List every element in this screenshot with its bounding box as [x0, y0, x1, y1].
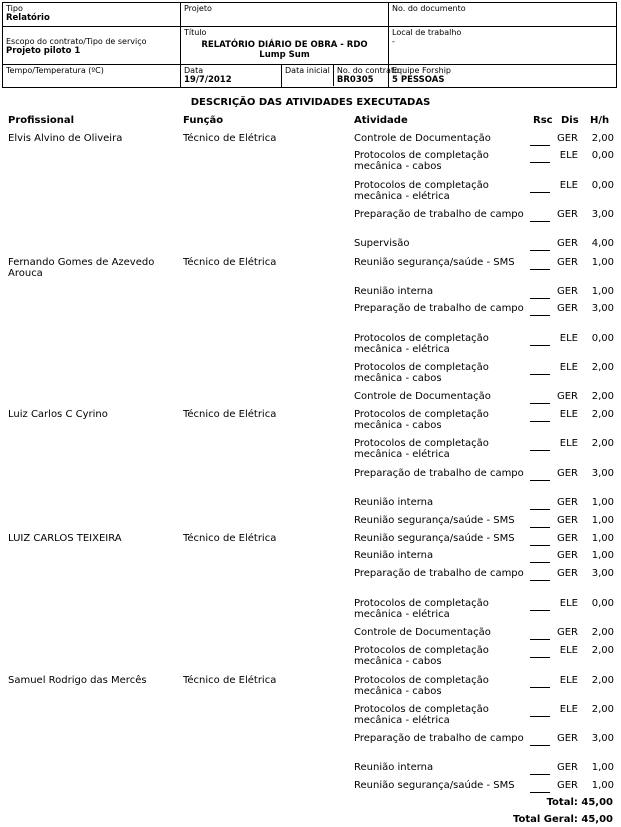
hh-cell: 0,00 — [591, 150, 614, 161]
rsc-blank-line — [530, 374, 550, 375]
column-header-funcao: Função — [183, 115, 224, 126]
hh-cell: 1,00 — [591, 515, 614, 526]
atividade-cell: Protocolos de completação mecânica - elétrica — [354, 704, 489, 726]
column-header-atividade: Atividade — [354, 115, 408, 126]
atividade-cell: Preparação de trabalho de campo — [354, 209, 524, 220]
rsc-blank-line — [530, 145, 550, 146]
hh-cell: 1,00 — [591, 257, 614, 268]
atividade-cell: Protocolos de completação mecânica - cabos — [354, 362, 489, 384]
dis-cell: GER — [556, 468, 578, 479]
atividade-cell: Preparação de trabalho de campo — [354, 568, 524, 579]
titulo-label: Título — [184, 28, 207, 37]
rsc-blank-line — [530, 745, 550, 746]
rsc-blank-line — [530, 403, 550, 404]
rsc-blank-line — [530, 298, 550, 299]
rsc-blank-line — [530, 774, 550, 775]
hh-cell: 0,00 — [591, 180, 614, 191]
dis-cell: ELE — [559, 704, 578, 715]
rsc-blank-line — [530, 562, 550, 563]
atividade-cell: Reunião segurança/saúde - SMS — [354, 780, 515, 791]
hh-cell: 2,00 — [591, 133, 614, 144]
rsc-blank-line — [530, 421, 550, 422]
dis-cell: GER — [556, 257, 578, 268]
rsc-blank-line — [530, 315, 550, 316]
rsc-blank-line — [530, 527, 550, 528]
funcao-cell: Técnico de Elétrica — [183, 133, 277, 144]
atividade-cell: Controle de Documentação — [354, 391, 491, 402]
atividade-cell: Preparação de trabalho de campo — [354, 733, 524, 744]
hh-cell: 3,00 — [591, 733, 614, 744]
rsc-blank-line — [530, 610, 550, 611]
escopo-cell — [3, 27, 181, 65]
rsc-blank-line — [530, 792, 550, 793]
rsc-blank-line — [530, 345, 550, 346]
rsc-blank-line — [530, 639, 550, 640]
rsc-blank-line — [530, 480, 550, 481]
atividade-cell: Protocolos de completação mecânica - cabos — [354, 675, 489, 697]
atividade-cell: Reunião segurança/saúde - SMS — [354, 257, 515, 268]
local-label: Local de trabalho — [392, 28, 462, 37]
local-cell — [389, 27, 617, 65]
dis-cell: GER — [556, 497, 578, 508]
column-header-hh: H/h — [590, 115, 610, 126]
dis-cell: GER — [556, 550, 578, 561]
atividade-cell: Protocolos de completação mecânica - elétrica — [354, 180, 489, 202]
data-inicial-subcell — [282, 65, 334, 86]
column-header-dis: Dis — [561, 115, 579, 126]
rsc-blank-line — [530, 250, 550, 251]
dis-cell: ELE — [559, 598, 578, 609]
profissional-cell: Elvis Alvino de Oliveira — [8, 133, 123, 144]
dis-cell: ELE — [559, 180, 578, 191]
dis-cell: ELE — [559, 333, 578, 344]
data-cell — [181, 65, 282, 88]
contrato-label: No. do contrato — [336, 66, 399, 75]
equipe-label: Equipe Forship — [392, 66, 452, 75]
dis-cell: GER — [556, 303, 578, 314]
hh-cell: 2,00 — [591, 627, 614, 638]
dis-cell: ELE — [559, 675, 578, 686]
dis-cell: GER — [556, 238, 578, 249]
hh-cell: 2,00 — [591, 362, 614, 373]
tipo-cell — [3, 3, 181, 27]
atividade-cell: Reunião interna — [354, 286, 434, 297]
section-title: DESCRIÇÃO DAS ATIVIDADES EXECUTADAS — [190, 97, 431, 108]
profissional-cell: Fernando Gomes de Azevedo Arouca — [8, 257, 155, 279]
hh-cell: 1,00 — [591, 533, 614, 544]
dis-cell: GER — [556, 733, 578, 744]
rsc-blank-line — [530, 657, 550, 658]
titulo-line-1: RELATÓRIO DIÁRIO DE OBRA - RDO — [201, 40, 368, 50]
hh-cell: 1,00 — [591, 550, 614, 561]
atividade-cell: Protocolos de completação mecânica - cabos — [354, 150, 489, 172]
titulo-line-2: Lump Sum — [259, 50, 310, 60]
rsc-blank-line — [530, 687, 550, 688]
hh-cell: 2,00 — [591, 704, 614, 715]
dis-cell: GER — [556, 780, 578, 791]
equipe-cell — [389, 65, 617, 88]
data-inicial-cell — [282, 65, 399, 88]
total-geral: Total Geral: 45,00 — [512, 814, 613, 825]
rsc-blank-line — [530, 545, 550, 546]
dis-cell: ELE — [559, 409, 578, 420]
funcao-cell: Técnico de Elétrica — [183, 533, 277, 544]
dis-cell: ELE — [559, 645, 578, 656]
hh-cell: 2,00 — [591, 675, 614, 686]
dis-cell: GER — [556, 515, 578, 526]
local-value: - — [392, 37, 395, 46]
report-header-table — [2, 2, 617, 88]
funcao-cell: Técnico de Elétrica — [183, 257, 277, 268]
profissional-cell: Samuel Rodrigo das Mercês — [8, 675, 147, 686]
atividade-cell: Protocolos de completação mecânica - cabos — [354, 409, 489, 431]
hh-cell: 1,00 — [591, 780, 614, 791]
hh-cell: 2,00 — [591, 645, 614, 656]
dis-cell: GER — [556, 286, 578, 297]
hh-cell: 2,00 — [591, 409, 614, 420]
atividade-cell: Reunião interna — [354, 497, 434, 508]
hh-cell: 2,00 — [591, 438, 614, 449]
rsc-blank-line — [530, 580, 550, 581]
hh-cell: 3,00 — [591, 468, 614, 479]
atividade-cell: Preparação de trabalho de campo — [354, 468, 524, 479]
atividade-cell: Protocolos de completação mecânica - cabos — [354, 645, 489, 667]
rsc-blank-line — [530, 192, 550, 193]
atividade-cell: Protocolos de completação mecânica - elétrica — [354, 598, 489, 620]
hh-cell: 3,00 — [591, 303, 614, 314]
escopo-label: Escopo do contrato/Tipo de serviço — [6, 37, 147, 46]
dis-cell: GER — [556, 133, 578, 144]
hh-cell: 3,00 — [591, 209, 614, 220]
dis-cell: ELE — [559, 438, 578, 449]
data-inicial-label: Data inicial — [285, 66, 330, 75]
profissional-cell: Luiz Carlos C Cyrino — [8, 409, 108, 420]
titulo-cell — [181, 27, 389, 65]
hh-cell: 1,00 — [591, 497, 614, 508]
tempo-label: Tempo/Temperatura (ºC) — [6, 66, 104, 75]
hh-cell: 0,00 — [591, 598, 614, 609]
rsc-blank-line — [530, 509, 550, 510]
dis-cell: ELE — [559, 150, 578, 161]
tempo-cell — [3, 65, 181, 88]
documento-cell — [389, 3, 617, 27]
data-value: 19/7/2012 — [184, 75, 232, 85]
hh-cell: 4,00 — [591, 238, 614, 249]
tipo-label: Tipo — [6, 4, 23, 13]
hh-cell: 2,00 — [591, 391, 614, 402]
hh-cell: 3,00 — [591, 568, 614, 579]
total: Total: 45,00 — [546, 797, 613, 808]
dis-cell: GER — [556, 209, 578, 220]
hh-cell: 0,00 — [591, 333, 614, 344]
profissional-cell: LUIZ CARLOS TEIXEIRA — [8, 533, 122, 544]
atividade-cell: Reunião interna — [354, 550, 434, 561]
atividade-cell: Controle de Documentação — [354, 133, 491, 144]
rsc-blank-line — [530, 716, 550, 717]
equipe-value: 5 PESSOAS — [392, 75, 445, 85]
dis-cell: GER — [556, 762, 578, 773]
contrato-value: BR0305 — [336, 75, 374, 85]
hh-cell: 1,00 — [591, 762, 614, 773]
atividade-cell: Protocolos de completação mecânica - elétrica — [354, 333, 489, 355]
atividade-cell: Reunião segurança/saúde - SMS — [354, 533, 515, 544]
data-label: Data — [184, 66, 204, 75]
projeto-cell — [181, 3, 389, 27]
projeto-label: Projeto — [184, 4, 212, 13]
dis-cell: GER — [556, 627, 578, 638]
atividade-cell: Reunião segurança/saúde - SMS — [354, 515, 515, 526]
hh-cell: 1,00 — [591, 286, 614, 297]
funcao-cell: Técnico de Elétrica — [183, 675, 277, 686]
column-header-rsc: Rsc — [533, 115, 553, 126]
atividade-cell: Preparação de trabalho de campo — [354, 303, 524, 314]
atividade-cell: Reunião interna — [354, 762, 434, 773]
dis-cell: GER — [556, 568, 578, 579]
documento-label: No. do documento — [392, 4, 466, 13]
rsc-blank-line — [530, 221, 550, 222]
dis-cell: ELE — [559, 362, 578, 373]
atividade-cell: Supervisão — [354, 238, 410, 249]
atividade-cell: Controle de Documentação — [354, 627, 491, 638]
dis-cell: GER — [556, 533, 578, 544]
escopo-value: Projeto piloto 1 — [6, 46, 81, 56]
funcao-cell: Técnico de Elétrica — [183, 409, 277, 420]
rsc-blank-line — [530, 269, 550, 270]
rsc-blank-line — [530, 162, 550, 163]
dis-cell: GER — [556, 391, 578, 402]
rsc-blank-line — [530, 450, 550, 451]
tipo-value: Relatório — [6, 13, 50, 23]
column-header-profissional: Profissional — [8, 115, 75, 126]
atividade-cell: Protocolos de completação mecânica - elétrica — [354, 438, 489, 460]
